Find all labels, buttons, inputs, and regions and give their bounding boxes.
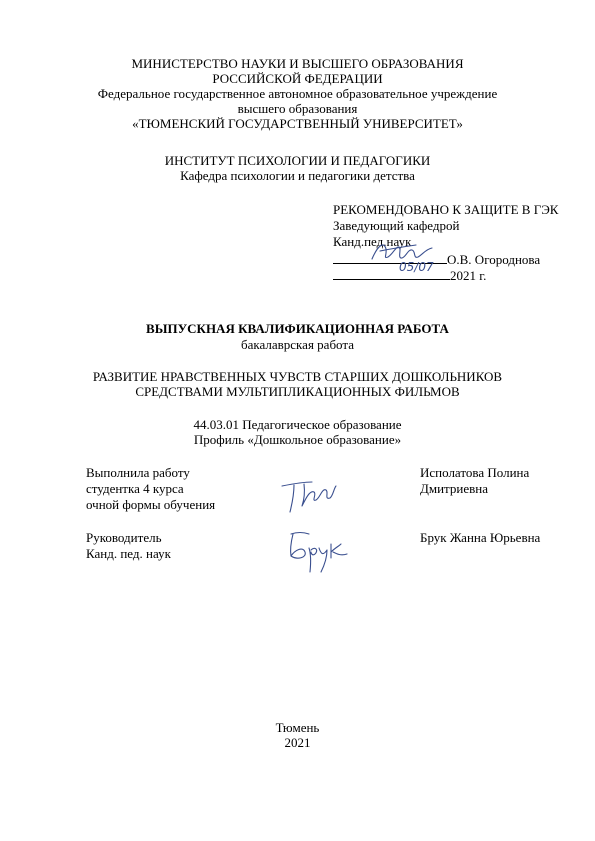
institute-name: ИНСТИТУТ ПСИХОЛОГИИ И ПЕДАГОГИКИ <box>164 153 431 168</box>
institute-block <box>0 153 595 183</box>
university-name: «ТЮМЕНСКИЙ ГОСУДАРСТВЕННЫЙ УНИВЕРСИТЕТ» <box>132 116 463 131</box>
department-name: Кафедра психологии и педагогики детства <box>180 168 415 183</box>
head-of-department-signature <box>366 237 436 267</box>
thesis-title <box>0 369 595 399</box>
handwritten-approval-date: 05/07 <box>399 260 434 274</box>
supervisor-label-2: Канд. пед. наук <box>86 546 171 561</box>
header-block <box>0 56 595 131</box>
head-of-department-name: О.В. Огороднова <box>447 252 541 267</box>
education-level-line: высшего образования <box>237 101 358 116</box>
approval-degree: Канд.пед.наук <box>333 234 412 249</box>
author-label-2: студентка 4 курса <box>86 481 184 496</box>
author-name-line-1: Исполатова Полина <box>420 465 530 480</box>
footer-block <box>0 720 595 750</box>
approval-signature-line <box>333 250 540 267</box>
specialty-profile: Профиль «Дошкольное образование» <box>193 432 402 447</box>
ministry-line: МИНИСТЕРСТВО НАУКИ И ВЫСШЕГО ОБРАЗОВАНИЯ <box>131 56 464 71</box>
work-type-label: ВЫПУСКНАЯ КВАЛИФИКАЦИОННАЯ РАБОТА <box>146 321 449 336</box>
supervisor-label-1: Руководитель <box>86 530 162 545</box>
federation-line: РОССИЙСКОЙ ФЕДЕРАЦИИ <box>212 71 383 86</box>
author-name-line-2: Дмитриевна <box>420 481 488 496</box>
work-level-block <box>0 337 595 352</box>
approval-title: РЕКОМЕНДОВАНО К ЗАЩИТЕ В ГЭК <box>333 202 559 217</box>
institution-type-line: Федеральное государственное автономное образовательное учреждение <box>97 86 498 101</box>
work-level: бакалаврская работа <box>241 337 354 352</box>
work-type <box>0 321 595 336</box>
approval-year: 2021 г. <box>450 268 487 283</box>
specialty-block <box>0 417 595 447</box>
thesis-title-line-2: СРЕДСТВАМИ МУЛЬТИПЛИКАЦИОННЫХ ФИЛЬМОВ <box>135 384 460 399</box>
specialty-code: 44.03.01 Педагогическое образование <box>193 417 402 432</box>
supervisor-name: Брук Жанна Юрьевна <box>420 530 541 545</box>
approval-role: Заведующий кафедрой <box>333 218 460 233</box>
author-label-1: Выполнила работу <box>86 465 190 480</box>
city: Тюмень <box>275 720 320 735</box>
thesis-title-line-1: РАЗВИТИЕ НРАВСТВЕННЫХ ЧУВСТВ СТАРШИХ ДОШКОЛЬНИКОВ <box>92 369 503 384</box>
author-signature <box>278 476 338 516</box>
year: 2021 <box>284 735 311 750</box>
supervisor-signature <box>285 528 355 578</box>
author-label-3: очной формы обучения <box>86 497 216 512</box>
